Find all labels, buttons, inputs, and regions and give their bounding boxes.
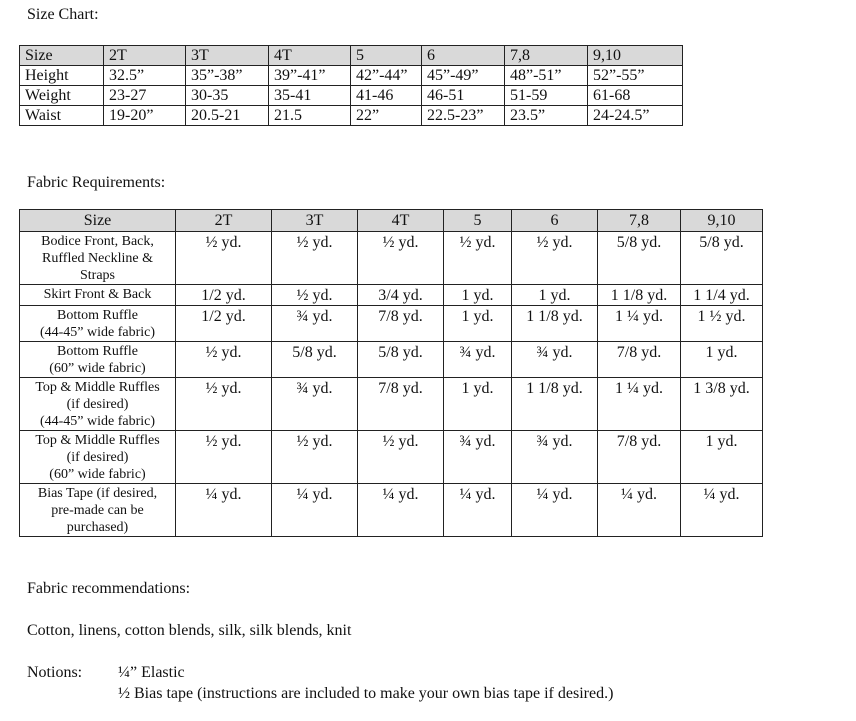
row-label: Height bbox=[20, 66, 104, 86]
table-cell: ½ yd. bbox=[512, 232, 598, 285]
notions-label: Notions: bbox=[27, 664, 83, 681]
table-cell: 5/8 yd. bbox=[358, 342, 444, 378]
table-cell: 1 yd. bbox=[681, 342, 763, 378]
table-cell: ½ yd. bbox=[272, 285, 358, 306]
fabric-recommendations-text: Cotton, linens, cotton blends, silk, silk blends, knit bbox=[27, 622, 352, 639]
table-cell: 23-27 bbox=[104, 86, 186, 106]
row-label-line: (60” wide fabric) bbox=[49, 467, 146, 482]
table-cell: 7/8 yd. bbox=[358, 378, 444, 431]
table-cell: 1 1/8 yd. bbox=[598, 285, 681, 306]
table-cell: 1 yd. bbox=[681, 431, 763, 484]
table-cell: 42”-44” bbox=[351, 66, 422, 86]
table-cell: ½ yd. bbox=[272, 232, 358, 285]
row-label-line: Top & Middle Ruffles bbox=[35, 433, 160, 448]
fabric-requirements-title: Fabric Requirements: bbox=[27, 174, 166, 191]
size-chart-title: Size Chart: bbox=[27, 6, 99, 23]
table-cell: ½ yd. bbox=[176, 232, 272, 285]
size-chart-header-col-3: 4T bbox=[269, 46, 351, 66]
table-cell: ½ yd. bbox=[176, 378, 272, 431]
fabric-header-col-3: 4T bbox=[358, 210, 444, 232]
table-cell: ¼ yd. bbox=[176, 484, 272, 537]
table-cell: 35”-38” bbox=[186, 66, 269, 86]
row-label-line: (60” wide fabric) bbox=[49, 361, 146, 376]
table-cell: ¼ yd. bbox=[512, 484, 598, 537]
fabric-requirements-table bbox=[19, 209, 763, 537]
table-cell: ½ yd. bbox=[272, 431, 358, 484]
table-cell: 1 ½ yd. bbox=[681, 306, 763, 342]
row-label-line: Bias Tape (if desired, bbox=[37, 486, 158, 501]
row-label-line: (44-45” wide fabric) bbox=[39, 414, 156, 429]
table-row bbox=[20, 306, 763, 342]
table-row bbox=[20, 342, 763, 378]
table-cell: 1/2 yd. bbox=[176, 306, 272, 342]
fabric-header-col-2: 3T bbox=[272, 210, 358, 232]
row-label bbox=[20, 342, 176, 378]
table-cell: ¼ yd. bbox=[681, 484, 763, 537]
table-cell: ½ yd. bbox=[358, 431, 444, 484]
table-cell: 1 1/8 yd. bbox=[512, 378, 598, 431]
table-cell: 1/2 yd. bbox=[176, 285, 272, 306]
table-cell: 48”-51” bbox=[505, 66, 588, 86]
table-cell: 32.5” bbox=[104, 66, 186, 86]
row-label: Weight bbox=[20, 86, 104, 106]
row-label bbox=[20, 484, 176, 537]
table-cell: 5/8 yd. bbox=[598, 232, 681, 285]
row-label-line: Bottom Ruffle bbox=[56, 344, 139, 359]
table-cell: 1 ¼ yd. bbox=[598, 378, 681, 431]
table-row bbox=[20, 378, 763, 431]
table-cell: 1 yd. bbox=[444, 306, 512, 342]
row-label-line: Bodice Front, Back, bbox=[41, 234, 154, 249]
size-chart-header-col-1: 2T bbox=[104, 46, 186, 66]
size-chart-header-col-2: 3T bbox=[186, 46, 269, 66]
table-cell: 61-68 bbox=[588, 86, 683, 106]
row-label-line: (if desired) bbox=[66, 450, 129, 465]
fabric-header-col-4: 5 bbox=[444, 210, 512, 232]
row-label-line: Straps bbox=[80, 268, 115, 283]
size-chart-table bbox=[19, 45, 683, 126]
row-label-line: (44-45” wide fabric) bbox=[39, 325, 156, 340]
table-cell: ¼ yd. bbox=[358, 484, 444, 537]
table-cell: ¼ yd. bbox=[272, 484, 358, 537]
table-cell: 23.5” bbox=[505, 106, 588, 126]
table-cell: 1 1/4 yd. bbox=[681, 285, 763, 306]
size-chart-header-row bbox=[20, 46, 683, 66]
row-label-line: Ruffled Neckline & bbox=[42, 251, 153, 266]
table-cell: 46-51 bbox=[422, 86, 505, 106]
size-chart-header-col-6: 7,8 bbox=[505, 46, 588, 66]
fabric-requirements-header-row bbox=[20, 210, 763, 232]
table-cell: 24-24.5” bbox=[588, 106, 683, 126]
fabric-header-col-1: 2T bbox=[176, 210, 272, 232]
table-cell: ½ yd. bbox=[444, 232, 512, 285]
table-cell: 51-59 bbox=[505, 86, 588, 106]
table-cell: 21.5 bbox=[269, 106, 351, 126]
table-cell: ½ yd. bbox=[358, 232, 444, 285]
row-label-line: (if desired) bbox=[66, 397, 129, 412]
table-row bbox=[20, 431, 763, 484]
table-row bbox=[20, 285, 763, 306]
row-label bbox=[20, 378, 176, 431]
table-cell: 1 ¼ yd. bbox=[598, 306, 681, 342]
table-cell: 30-35 bbox=[186, 86, 269, 106]
table-cell: ½ yd. bbox=[176, 431, 272, 484]
table-cell: 35-41 bbox=[269, 86, 351, 106]
table-cell: 45”-49” bbox=[422, 66, 505, 86]
table-cell: ¾ yd. bbox=[272, 378, 358, 431]
table-cell: 52”-55” bbox=[588, 66, 683, 86]
row-label bbox=[20, 431, 176, 484]
row-label-line: pre-made can be bbox=[51, 503, 144, 518]
row-label-line: Bottom Ruffle bbox=[56, 308, 139, 323]
table-cell: 39”-41” bbox=[269, 66, 351, 86]
row-label-line: purchased) bbox=[66, 520, 129, 535]
size-chart-header-size: Size bbox=[20, 46, 104, 66]
table-row bbox=[20, 86, 683, 106]
table-row bbox=[20, 66, 683, 86]
table-cell: 7/8 yd. bbox=[598, 342, 681, 378]
table-cell: ¼ yd. bbox=[598, 484, 681, 537]
table-row bbox=[20, 484, 763, 537]
table-cell: ¾ yd. bbox=[512, 431, 598, 484]
table-cell: 1 1/8 yd. bbox=[512, 306, 598, 342]
table-cell: 19-20” bbox=[104, 106, 186, 126]
table-cell: ¼ yd. bbox=[444, 484, 512, 537]
row-label: Waist bbox=[20, 106, 104, 126]
row-label bbox=[20, 232, 176, 285]
table-cell: ¾ yd. bbox=[512, 342, 598, 378]
row-label bbox=[20, 306, 176, 342]
table-cell: ½ yd. bbox=[176, 342, 272, 378]
table-cell: 22” bbox=[351, 106, 422, 126]
table-cell: 1 3/8 yd. bbox=[681, 378, 763, 431]
size-chart-header-col-4: 5 bbox=[351, 46, 422, 66]
table-cell: 7/8 yd. bbox=[358, 306, 444, 342]
table-cell: 41-46 bbox=[351, 86, 422, 106]
fabric-header-col-6: 7,8 bbox=[598, 210, 681, 232]
fabric-header-size: Size bbox=[20, 210, 176, 232]
table-cell: 20.5-21 bbox=[186, 106, 269, 126]
table-cell: ¾ yd. bbox=[444, 431, 512, 484]
table-cell: 1 yd. bbox=[512, 285, 598, 306]
table-cell: ¾ yd. bbox=[272, 306, 358, 342]
table-row bbox=[20, 106, 683, 126]
table-cell: 5/8 yd. bbox=[681, 232, 763, 285]
size-chart-header-col-5: 6 bbox=[422, 46, 505, 66]
table-cell: 7/8 yd. bbox=[598, 431, 681, 484]
table-row bbox=[20, 232, 763, 285]
table-cell: 1 yd. bbox=[444, 285, 512, 306]
notions-item-bias-tape: ½ Bias tape (instructions are included to make your own bias tape if desired.) bbox=[118, 685, 614, 702]
row-label-line: Top & Middle Ruffles bbox=[35, 380, 160, 395]
table-cell: 5/8 yd. bbox=[272, 342, 358, 378]
table-cell: ¾ yd. bbox=[444, 342, 512, 378]
table-cell: 22.5-23” bbox=[422, 106, 505, 126]
notions-item-elastic: ¼” Elastic bbox=[118, 664, 185, 681]
fabric-header-col-5: 6 bbox=[512, 210, 598, 232]
table-cell: 3/4 yd. bbox=[358, 285, 444, 306]
table-cell: 1 yd. bbox=[444, 378, 512, 431]
row-label-line: Skirt Front & Back bbox=[43, 287, 152, 302]
fabric-recommendations-title: Fabric recommendations: bbox=[27, 580, 191, 597]
fabric-header-col-7: 9,10 bbox=[681, 210, 763, 232]
size-chart-header-col-7: 9,10 bbox=[588, 46, 683, 66]
row-label bbox=[20, 285, 176, 306]
